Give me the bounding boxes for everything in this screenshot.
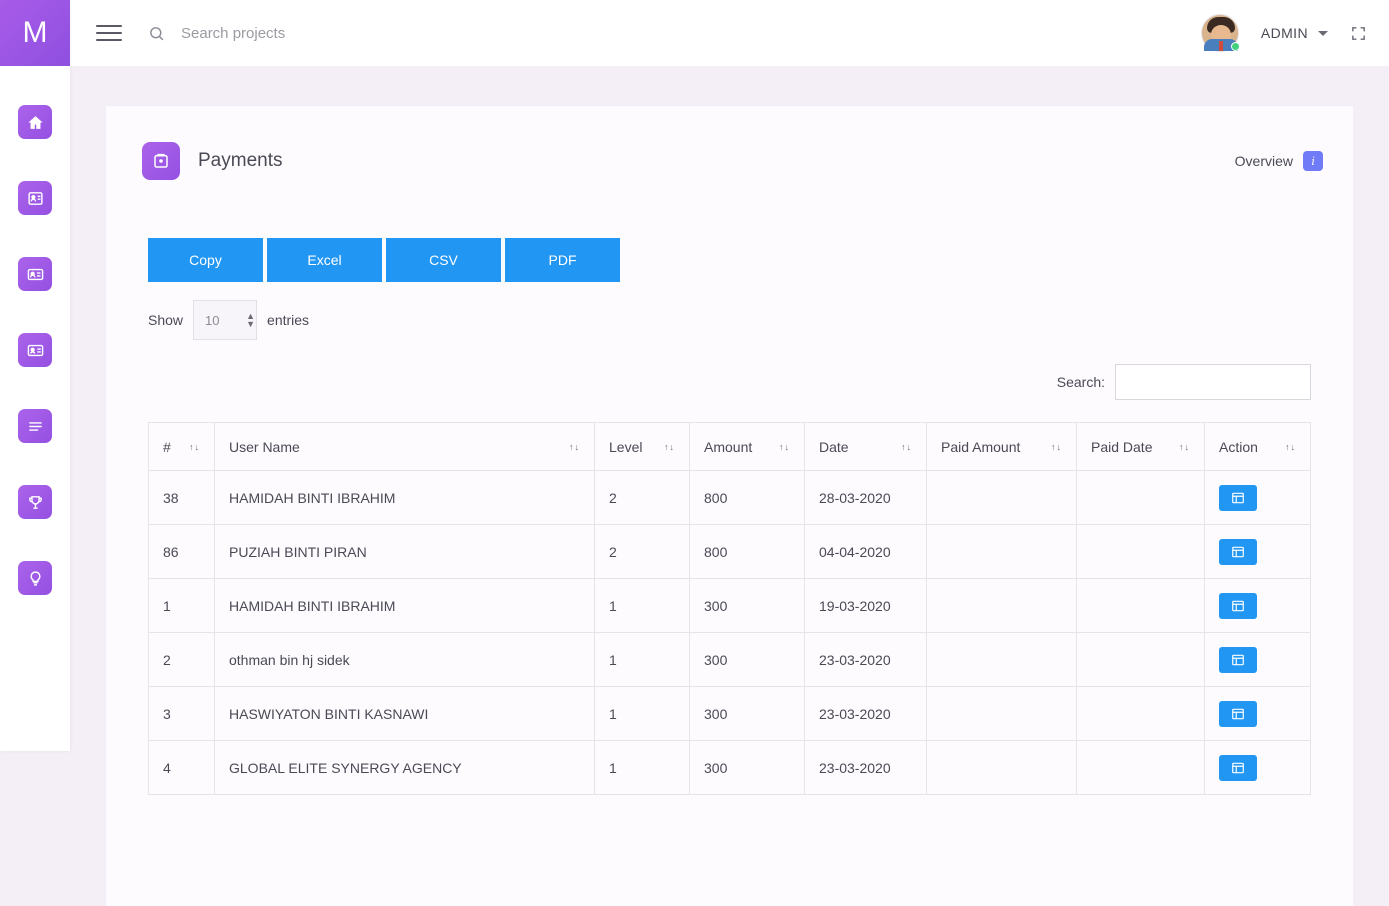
col-num[interactable]: # ↑↓ <box>149 423 215 471</box>
cell-paid-amount <box>927 741 1077 795</box>
sidebar-item-reports[interactable] <box>0 388 70 464</box>
cell-num: 1 <box>149 579 215 633</box>
cell-paid-amount <box>927 471 1077 525</box>
avatar[interactable] <box>1201 14 1239 52</box>
fullscreen-icon[interactable] <box>1350 25 1367 42</box>
cell-amount: 800 <box>690 471 805 525</box>
cell-num: 4 <box>149 741 215 795</box>
sort-icon: ↑↓ <box>1179 441 1190 452</box>
wallet-icon <box>142 142 180 180</box>
cell-username: HASWIYATON BINTI KASNAWI <box>215 687 595 741</box>
cell-level: 1 <box>595 741 690 795</box>
table-header-row <box>149 423 1311 471</box>
edit-table-icon[interactable] <box>1219 593 1257 619</box>
info-icon[interactable]: i <box>1303 151 1323 171</box>
cell-paid-date <box>1077 687 1205 741</box>
cell-paid-date <box>1077 471 1205 525</box>
cell-num: 38 <box>149 471 215 525</box>
contact-card-icon <box>18 181 52 215</box>
col-date[interactable]: Date ↑↓ <box>805 423 927 471</box>
table-body <box>149 471 1311 795</box>
bulb-icon <box>18 561 52 595</box>
sidebar-item-home[interactable] <box>0 84 70 160</box>
cell-num: 2 <box>149 633 215 687</box>
page-title: Payments <box>198 150 283 171</box>
sort-icon: ↑↓ <box>901 441 912 452</box>
table-row <box>149 741 1311 795</box>
overview-area <box>1235 151 1323 171</box>
cell-amount: 300 <box>690 687 805 741</box>
sidebar <box>0 0 70 751</box>
cell-date: 04-04-2020 <box>805 525 927 579</box>
cell-action <box>1205 525 1311 579</box>
top-bar <box>70 0 1389 66</box>
home-icon <box>18 105 52 139</box>
content-scroll <box>70 106 1389 791</box>
cell-date: 19-03-2020 <box>805 579 927 633</box>
brand-logo[interactable]: M <box>0 0 70 66</box>
cell-amount: 300 <box>690 741 805 795</box>
cell-username: GLOBAL ELITE SYNERGY AGENCY <box>215 741 595 795</box>
top-bar-right <box>1201 14 1367 52</box>
table-head <box>149 423 1311 471</box>
cell-level: 1 <box>595 579 690 633</box>
cell-paid-date <box>1077 579 1205 633</box>
cell-paid-amount <box>927 579 1077 633</box>
cell-date: 28-03-2020 <box>805 471 927 525</box>
online-status-dot <box>1231 42 1240 51</box>
cell-amount: 300 <box>690 579 805 633</box>
col-paid-date[interactable]: Paid Date ↑↓ <box>1077 423 1205 471</box>
id-card-icon <box>18 257 52 291</box>
payments-table <box>148 422 1311 795</box>
sidebar-items <box>0 66 70 616</box>
cell-action <box>1205 741 1311 795</box>
table-row <box>149 633 1311 687</box>
edit-table-icon[interactable] <box>1219 701 1257 727</box>
copy-button[interactable]: Copy <box>148 238 263 282</box>
sort-icon: ↑↓ <box>569 441 580 452</box>
sort-icon: ↑↓ <box>779 441 790 452</box>
card-header <box>106 106 1353 192</box>
col-level[interactable]: Level ↑↓ <box>595 423 690 471</box>
table-search <box>148 364 1311 400</box>
show-label: Show <box>148 312 184 328</box>
sort-icon: ↑↓ <box>664 441 675 452</box>
sidebar-item-members[interactable] <box>0 236 70 312</box>
list-icon <box>18 409 52 443</box>
cell-amount: 800 <box>690 525 805 579</box>
cell-level: 1 <box>595 633 690 687</box>
entries-select[interactable] <box>193 300 257 340</box>
cell-username: HAMIDAH BINTI IBRAHIM <box>215 579 595 633</box>
user-menu-label[interactable]: ADMIN <box>1260 25 1308 41</box>
menu-toggle-icon[interactable] <box>96 20 122 46</box>
cell-num: 86 <box>149 525 215 579</box>
cell-paid-amount <box>927 687 1077 741</box>
cell-level: 1 <box>595 687 690 741</box>
table-row <box>149 525 1311 579</box>
excel-button[interactable]: Excel <box>267 238 382 282</box>
edit-table-icon[interactable] <box>1219 755 1257 781</box>
sort-icon: ↑↓ <box>1285 441 1296 452</box>
main-area <box>70 0 1389 776</box>
cell-paid-date <box>1077 741 1205 795</box>
overview-label: Overview <box>1234 153 1293 169</box>
cell-action <box>1205 633 1311 687</box>
cell-paid-amount <box>927 525 1077 579</box>
card-body <box>106 238 1353 795</box>
col-username[interactable]: User Name ↑↓ <box>215 423 595 471</box>
edit-table-icon[interactable] <box>1219 647 1257 673</box>
global-search <box>148 24 1201 43</box>
sidebar-item-payments[interactable] <box>0 312 70 388</box>
cell-paid-date <box>1077 525 1205 579</box>
csv-button[interactable]: CSV <box>386 238 501 282</box>
table-row <box>149 471 1311 525</box>
search-icon <box>148 25 165 42</box>
cell-username: othman bin hj sidek <box>215 633 595 687</box>
trophy-icon <box>18 485 52 519</box>
cell-username: HAMIDAH BINTI IBRAHIM <box>215 471 595 525</box>
cell-action <box>1205 579 1311 633</box>
cell-level: 2 <box>595 525 690 579</box>
table-row <box>149 579 1311 633</box>
col-amount[interactable]: Amount ↑↓ <box>690 423 805 471</box>
cell-num: 3 <box>149 687 215 741</box>
table-search-label: Search: <box>1056 374 1105 390</box>
cell-date: 23-03-2020 <box>805 741 927 795</box>
cell-paid-amount <box>927 633 1077 687</box>
table-row <box>149 687 1311 741</box>
search-input[interactable] <box>179 24 599 43</box>
col-action[interactable]: Action ↑↓ <box>1205 423 1311 471</box>
cell-date: 23-03-2020 <box>805 687 927 741</box>
sidebar-item-awards[interactable] <box>0 464 70 540</box>
sort-icon: ↑↓ <box>1051 441 1062 452</box>
export-buttons <box>148 238 1311 282</box>
select-arrows-icon: ▲ ▼ <box>246 311 256 329</box>
cell-username: PUZIAH BINTI PIRAN <box>215 525 595 579</box>
length-menu <box>148 300 1311 340</box>
cell-paid-date <box>1077 633 1205 687</box>
payments-card <box>106 106 1353 906</box>
edit-table-icon[interactable] <box>1219 539 1257 565</box>
sort-icon: ↑↓ <box>189 441 200 452</box>
edit-table-icon[interactable] <box>1219 485 1257 511</box>
cell-amount: 300 <box>690 633 805 687</box>
cell-action <box>1205 471 1311 525</box>
cell-action <box>1205 687 1311 741</box>
cell-level: 2 <box>595 471 690 525</box>
entries-label: entries <box>267 312 310 328</box>
col-paid-amount[interactable]: Paid Amount ↑↓ <box>927 423 1077 471</box>
cell-date: 23-03-2020 <box>805 633 927 687</box>
chevron-down-icon[interactable] <box>1318 31 1328 36</box>
sidebar-item-contacts[interactable] <box>0 160 70 236</box>
payment-card-icon <box>18 333 52 367</box>
sidebar-item-ideas[interactable] <box>0 540 70 616</box>
table-search-input[interactable] <box>1115 364 1311 400</box>
pdf-button[interactable]: PDF <box>505 238 620 282</box>
